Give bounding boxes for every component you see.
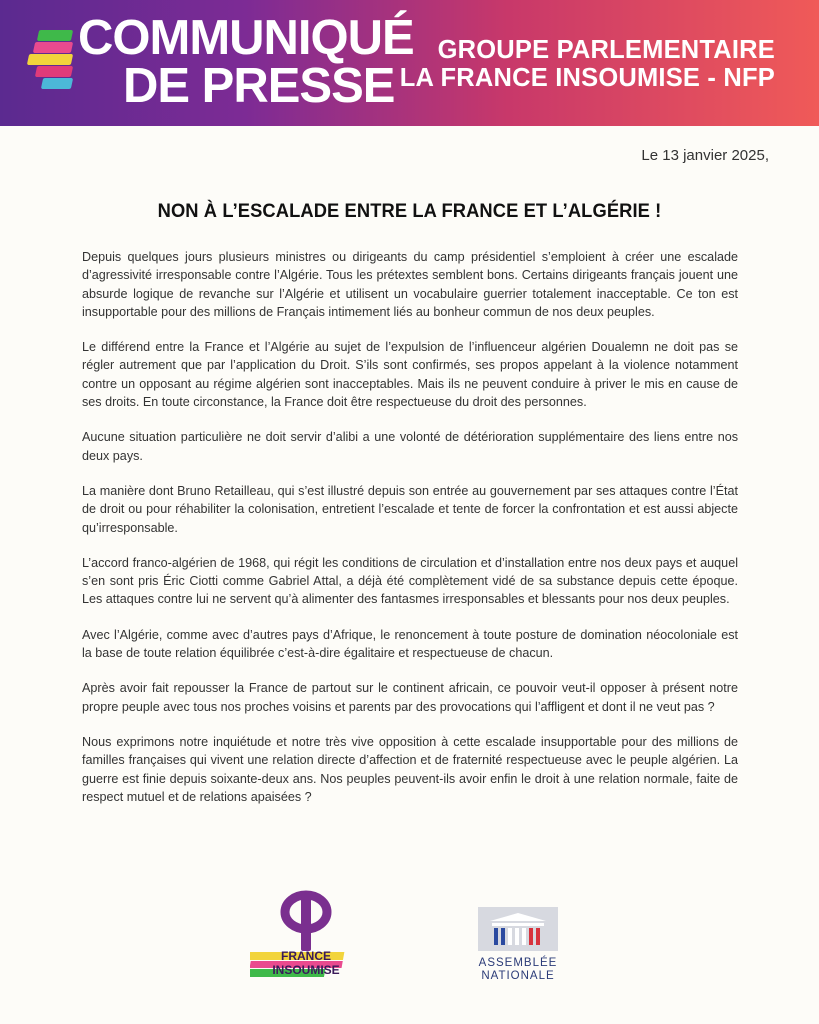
body-paragraph: L’accord franco-algérien de 1968, qui régit les conditions de circulation et d’installation entre nos deux pays et auquel s’en sont pris Éric Ciotti comme Gabriel Attal, a déjà été complètement vidé de sa substance depuis cette époque. Les attaques contre lui ne servent qu’à alimenter des fantasmes irresponsables et blessants pour nos deux peuples.	[82, 555, 738, 607]
column-blue	[501, 928, 505, 945]
document-date: Le 13 janvier 2025,	[641, 147, 769, 164]
body-paragraph: Le différend entre la France et l’Algérie au sujet de l’expulsion de l’influenceur algérien Doualemn ne doit pas se régler autrement que par l’application du Droit. S’ils sont confirmés, ses propos appelant à la violence notamment contre un opposant au régime algérien sont inacceptables. Mais ils ne peuvent conduire à priver le mis en cause de ses droits. En toute circonstance, la France doit être respectueuse du droit des personnes.	[82, 340, 738, 410]
an-caption-line-1: ASSEMBLÉE	[478, 957, 558, 969]
lfi-logo-text-line-1: FRANCE	[281, 949, 331, 963]
brush-stroke-decoration	[41, 78, 73, 89]
column-white	[508, 928, 512, 945]
press-release-header	[0, 0, 819, 126]
assemblee-building-icon	[472, 905, 564, 955]
title-line-2: DE PRESSE	[123, 59, 395, 113]
column-white	[522, 928, 526, 945]
assemblee-nationale-caption	[472, 957, 564, 983]
body-paragraph: Nous exprimons notre inquiétude et notre très vive opposition à cette escalade insupportable pour des millions de familles françaises qui vivent une relation directe d’affection et de fraternité respectueuse avec le peuple algérien. La guerre est finie depuis soixante-deux ans. Nos peuples peuvent-ils avoir enfin le droit à une relation normale, faite de respect mutuel et de relations apaisées ?	[82, 734, 738, 804]
body-paragraph: Après avoir fait repousser la France de partout sur le continent africain, ce pouvoir veut-il opposer à présent notre propre peuple avec tous nos proches voisins et parents par des provocations qui l’affligent et dont il ne veut pas ?	[82, 681, 738, 714]
title-line-1: COMMUNIQUÉ	[78, 11, 414, 65]
document-body	[82, 248, 738, 823]
group-line-2: LA FRANCE INSOUMISE - NFP	[399, 64, 775, 92]
parliamentary-group-label	[400, 36, 775, 92]
an-caption-line-2: NATIONALE	[481, 970, 555, 982]
body-paragraph: La manière dont Bruno Retailleau, qui s’est illustré depuis son entrée au gouvernement par ses attaques contre l’État de droit ou pour réhabiliter la colonisation, entretient l’escalade et tente de forcer la confrontation et est aussi abjecte qu’irresponsable.	[82, 483, 738, 535]
body-paragraph: Depuis quelques jours plusieurs ministres ou dirigeants du camp présidentiel s’emploient à créer une escalade d’agressivité irresponsable contre l’Algérie. Tous les prétextes semblent bons. Certains dirigeants français jouent une absurde logique de revanche sur l’Algérie et utilisent un vocabulaire guerrier totalement inacceptable. Ce ton est insupportable pour des millions de Français intimement liés au bonheur commun de nos deux peuples.	[82, 250, 738, 319]
column-blue	[494, 928, 498, 945]
assemblee-nationale-logo	[472, 905, 564, 991]
architrave	[492, 923, 544, 926]
group-line-1: GROUPE PARLEMENTAIRE	[437, 36, 775, 64]
column-red	[529, 928, 533, 945]
brush-stroke-decoration	[37, 30, 73, 41]
press-release-title	[78, 11, 414, 113]
body-paragraph: Avec l’Algérie, comme avec d’autres pays d’Afrique, le renoncement à toute posture de domination néocoloniale est la base de toute relation équilibrée c’est-à-dire égalitaire et respectueuse de chacun.	[82, 627, 738, 661]
phi-symbol-stem	[301, 896, 311, 951]
brush-stroke-decoration	[27, 54, 73, 65]
brush-stroke-decoration	[35, 66, 73, 77]
document-title: NON À L’ESCALADE ENTRE LA FRANCE ET L’ALGÉRIE !	[157, 200, 662, 222]
brush-stroke-decoration	[33, 42, 73, 53]
lfi-logo-text-line-2: INSOUMISE	[272, 963, 340, 977]
france-insoumise-logo	[250, 886, 360, 986]
column-red	[536, 928, 540, 945]
body-paragraph: Aucune situation particulière ne doit servir d’alibi a une volonté de détérioration supplémentaire des liens entre nos deux pays.	[82, 430, 738, 463]
column-white	[515, 928, 519, 945]
